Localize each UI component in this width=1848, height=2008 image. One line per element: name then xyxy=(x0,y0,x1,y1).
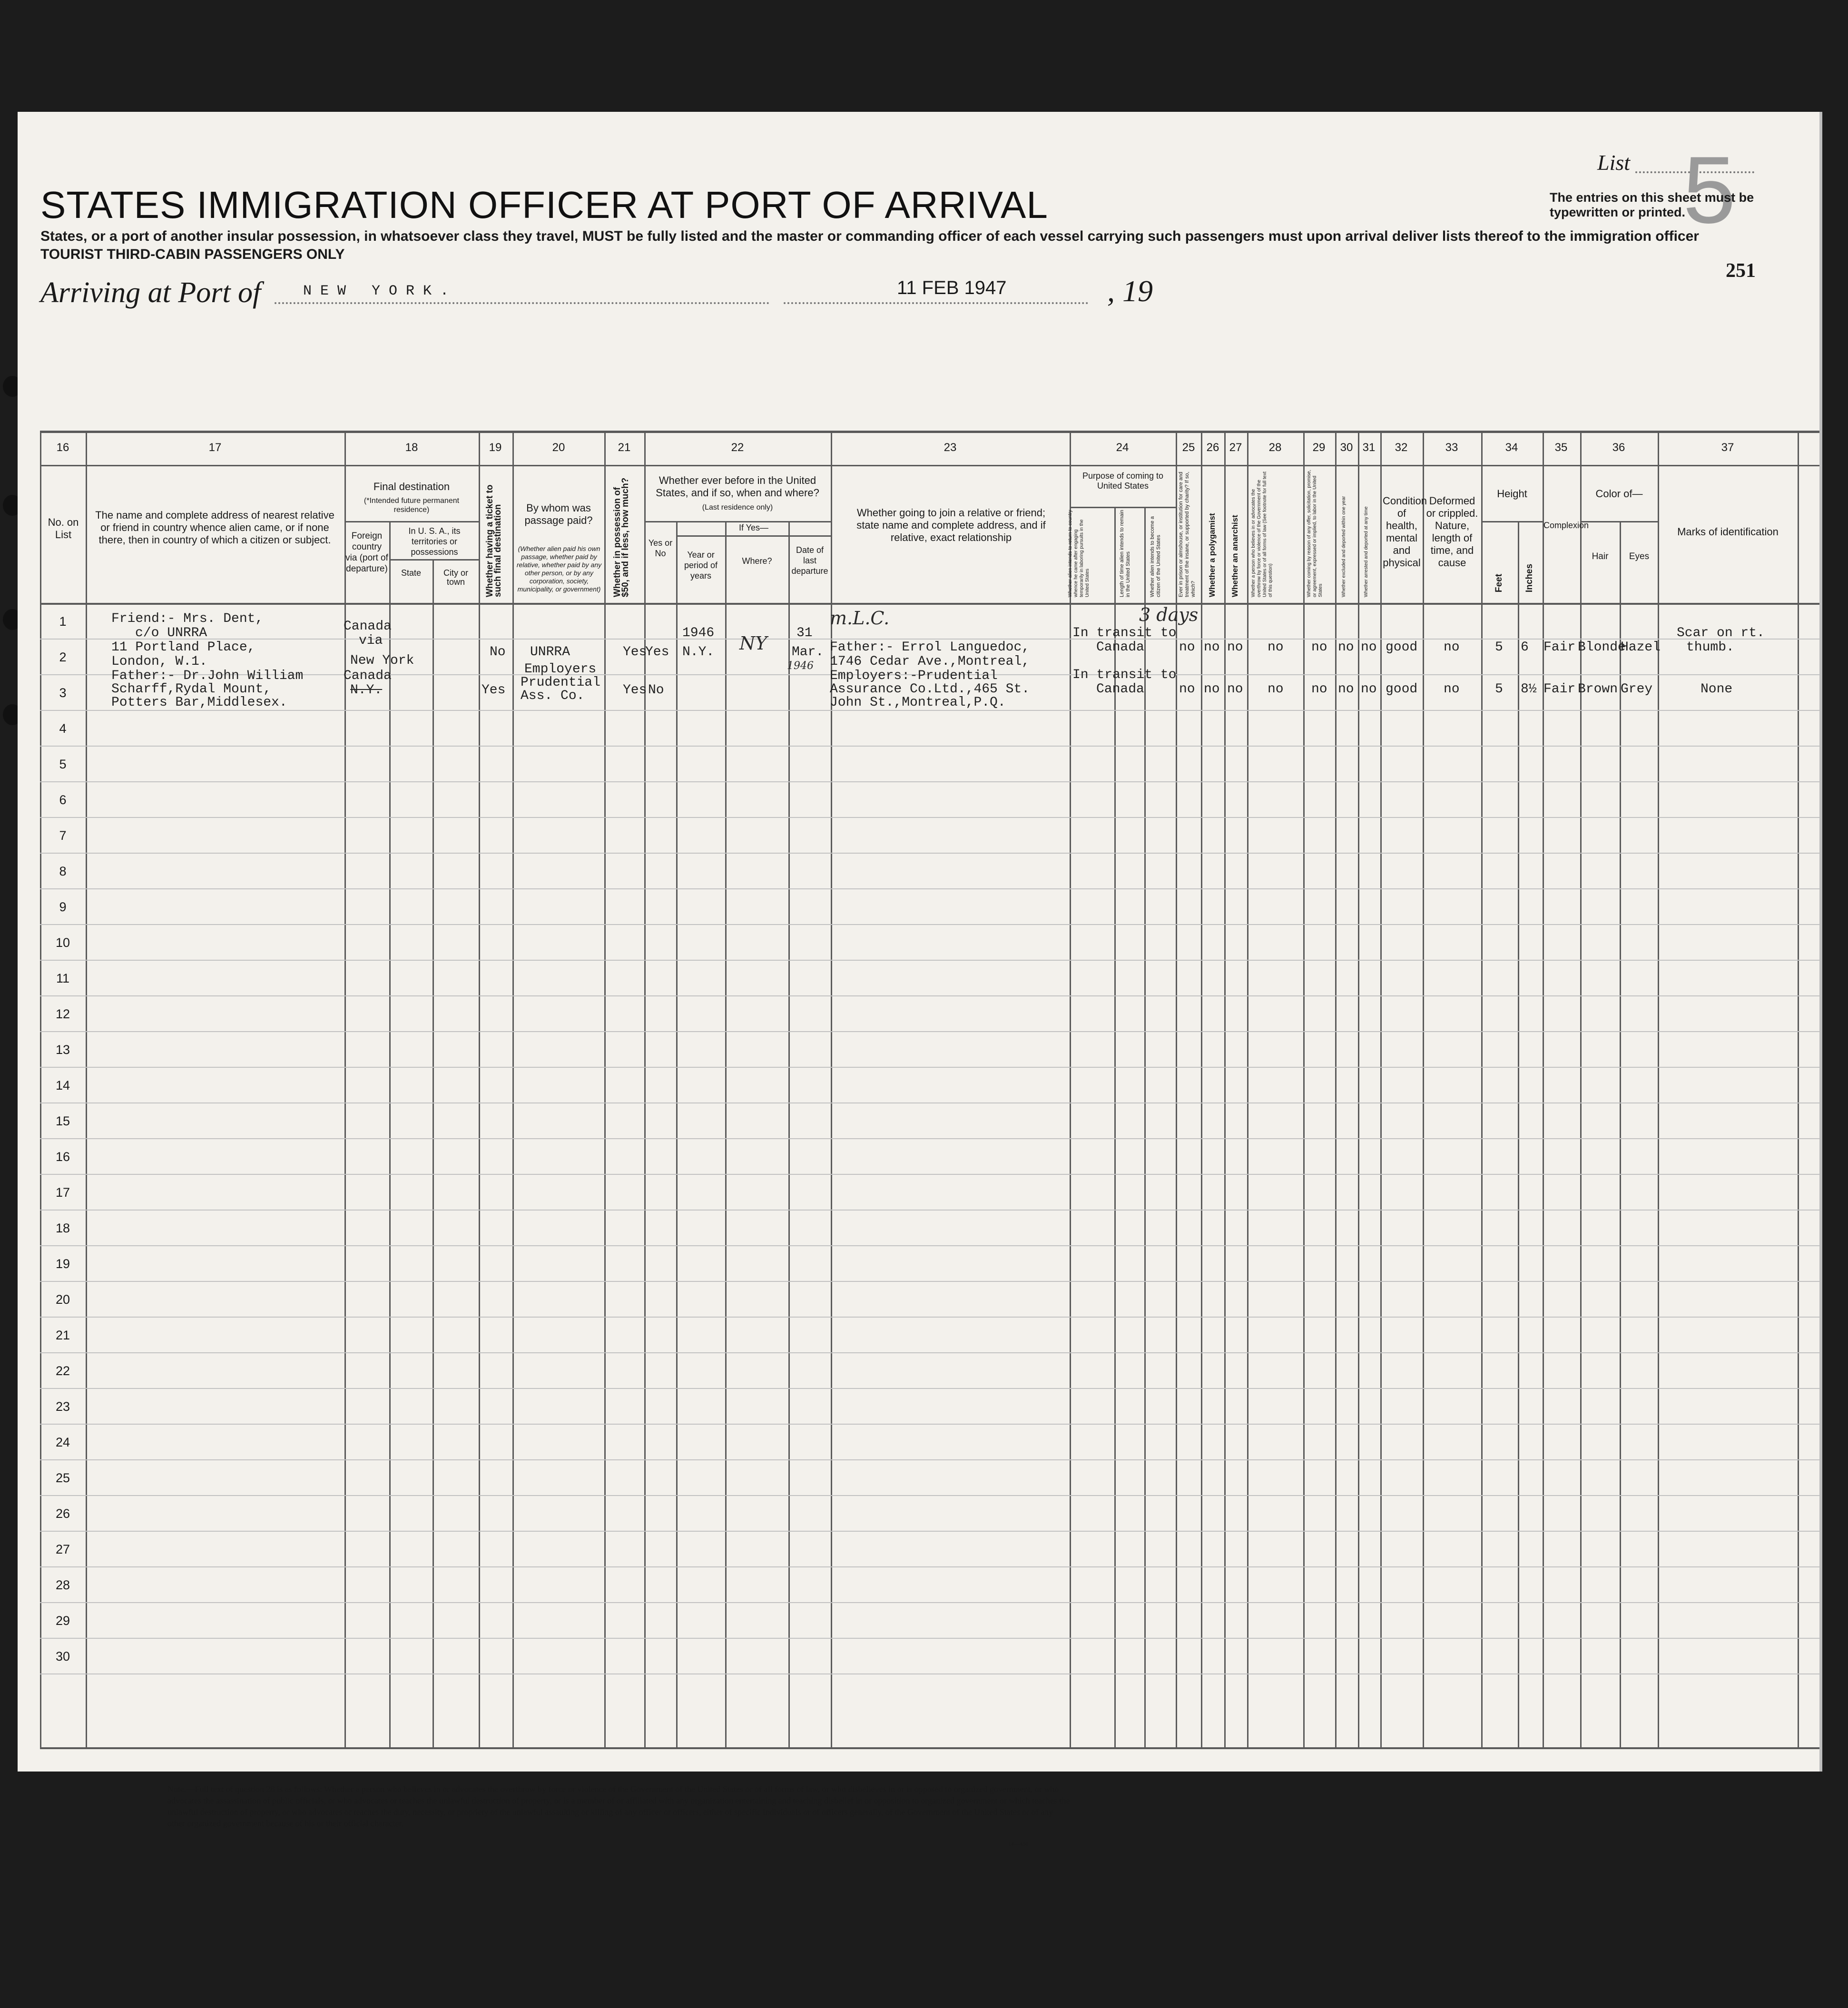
header-foreign-country: Foreign country via (port of departure) xyxy=(345,531,388,574)
col-divider xyxy=(725,521,727,1749)
header-feet: Feet xyxy=(1494,573,1504,592)
entry-1-inches: 6 xyxy=(1521,640,1529,655)
col-number: 24 xyxy=(1116,441,1129,454)
subheader-rule xyxy=(344,521,479,522)
row-rule xyxy=(40,1067,1819,1068)
header-no-on-list: No. on List xyxy=(48,516,79,541)
row-rule xyxy=(40,1602,1819,1603)
header-complexion: Complexion xyxy=(1543,521,1589,530)
entry-2-relative-line: Scharff,Rydal Mount, xyxy=(111,682,272,697)
row-rule xyxy=(40,924,1819,925)
row-number: 12 xyxy=(55,1007,70,1021)
entry-1-excluded: no xyxy=(1338,640,1354,655)
row-number: 15 xyxy=(55,1114,70,1128)
row-number: 26 xyxy=(55,1506,70,1521)
col-divider xyxy=(1247,431,1248,1749)
manifest-sheet xyxy=(18,112,1822,1847)
row-number: 18 xyxy=(55,1221,70,1235)
date-stamp: 11 FEB 1947 xyxy=(897,277,1007,298)
entry-1-before-in-us: Yes xyxy=(645,645,669,659)
row-number: 8 xyxy=(59,864,67,878)
header-labor-offer: Whether coming by reason of any offer, solicitation, promise, or agreement, expressed or implied, to labor in the United States xyxy=(1307,470,1323,597)
entry-2-paid-by: Prudential xyxy=(521,675,601,690)
subheader-rule xyxy=(1580,521,1658,522)
entry-2-labor: no xyxy=(1311,682,1327,697)
entry-1-labor: no xyxy=(1311,640,1327,655)
row-number: 17 xyxy=(55,1185,70,1200)
row-number: 6 xyxy=(59,793,67,807)
col-number: 36 xyxy=(1612,441,1625,454)
col-divider xyxy=(1380,431,1382,1749)
header-eyes: Eyes xyxy=(1629,551,1650,561)
row-number: 23 xyxy=(55,1399,70,1414)
row-number: 20 xyxy=(55,1292,70,1307)
col-number: 37 xyxy=(1721,441,1734,454)
col-number: 25 xyxy=(1182,441,1195,454)
entry-2-purpose: In transit to xyxy=(1072,668,1177,682)
entry-2-inches: 8½ xyxy=(1521,682,1537,697)
form-instructions: States, or a port of another insular possession, in whatsoever class they travel, MUST be fully listed and the master or commanding officer of each vessel carrying such passengers must upon arrival deliver lists thereof to the immigration officer xyxy=(40,228,1699,244)
row-number: 10 xyxy=(55,935,70,950)
header-where: Where? xyxy=(742,556,772,566)
entry-1-joining-line: 1746 Cedar Ave.,Montreal, xyxy=(830,654,1030,669)
header-excluded: Whether excluded and deported within one year xyxy=(1341,496,1347,597)
header-passage-paid: By whom was passage paid? xyxy=(524,502,593,526)
row-rule xyxy=(40,888,1819,889)
row-rule xyxy=(40,1317,1819,1318)
entry-2-ticket: Yes xyxy=(482,683,506,698)
entry-1-departure-year: 1946 xyxy=(787,660,814,672)
row-number: 5 xyxy=(59,757,67,771)
col-divider xyxy=(40,431,41,1749)
col-divider xyxy=(479,431,480,1749)
row-rule xyxy=(40,1352,1819,1353)
entry-2-before-in-us: No xyxy=(648,683,664,698)
header-deformed: Deformed or crippled. Nature, length of time, and cause xyxy=(1426,495,1478,569)
col-number: 32 xyxy=(1395,441,1408,454)
entry-2-joining-line: John St.,Montreal,P.Q. xyxy=(830,695,1006,710)
row-number: 25 xyxy=(55,1471,70,1485)
list-number-stamp: 5 xyxy=(1683,137,1736,243)
row-number: 1 xyxy=(59,614,67,629)
col-divider xyxy=(86,431,87,1749)
row-rule xyxy=(40,960,1819,961)
entry-1-marks: thumb. xyxy=(1686,640,1734,655)
header-arrested: Whether arrested and deported at any time xyxy=(1364,506,1369,597)
col-number: 31 xyxy=(1362,441,1376,454)
header-before-in-us: Whether ever before in the United States, and if so, when and where? xyxy=(656,474,819,499)
header-nearest-relative: The name and complete address of nearest relative or friend in country whence alien came, or if none there, then in country of which a citizen or subject. xyxy=(95,509,334,546)
year-label: , 19 xyxy=(1107,274,1153,308)
entry-2-complexion: Fair xyxy=(1543,682,1576,697)
row-rule xyxy=(40,1138,1819,1139)
col-divider xyxy=(676,521,678,1749)
header-money: Whether in possession of $50, and if less, how much? xyxy=(612,477,630,597)
row-rule xyxy=(40,1281,1819,1282)
entry-1-complexion: Fair xyxy=(1543,640,1576,655)
col-divider xyxy=(604,431,606,1749)
entry-2-relative-line: Father:- Dr.John William xyxy=(111,669,304,683)
col-divider xyxy=(389,521,391,1749)
header-final-destination: Final destination xyxy=(373,481,450,492)
header-before-in-us-note: (Last residence only) xyxy=(702,503,773,512)
subheader-rule xyxy=(389,559,479,561)
entry-1-year: 1946 xyxy=(682,626,715,640)
row-rule xyxy=(40,853,1819,854)
header-hair: Hair xyxy=(1592,551,1609,561)
row-rule xyxy=(40,1031,1819,1032)
row-rule xyxy=(40,746,1819,747)
col-divider xyxy=(433,559,434,1749)
subheader-rule xyxy=(644,521,831,522)
header-state: State xyxy=(401,568,422,578)
header-year: Year or period of years xyxy=(684,550,718,581)
col-number: 33 xyxy=(1445,441,1458,454)
entry-1-polygamist: no xyxy=(1204,640,1220,655)
entry-2-money: Yes xyxy=(623,683,647,698)
col-divider xyxy=(1620,521,1621,1749)
row-rule xyxy=(40,817,1819,818)
header-anarchist: Whether an anarchist xyxy=(1230,515,1239,597)
ledger-top-rule xyxy=(40,431,1819,433)
col-divider xyxy=(1358,431,1359,1749)
row-number: 28 xyxy=(55,1578,70,1592)
entry-2-hair: Brown xyxy=(1578,682,1618,697)
entry-2-deformed: no xyxy=(1444,682,1460,697)
col-number: 19 xyxy=(489,441,502,454)
entry-2-relative-line: Potters Bar,Middlesex. xyxy=(111,695,287,710)
col-divider xyxy=(1070,431,1071,1749)
row-rule xyxy=(40,1174,1819,1175)
entry-1-hair: Blonde xyxy=(1578,640,1626,655)
col-number: 35 xyxy=(1554,441,1568,454)
header-yes-no: Yes or No xyxy=(648,538,673,558)
row-number: 3 xyxy=(59,686,67,700)
entry-2-prison: no xyxy=(1179,682,1195,697)
entry-2-polygamist: no xyxy=(1204,682,1220,697)
header-color-of: Color of— xyxy=(1595,488,1643,500)
row-rule xyxy=(40,781,1819,782)
entry-1-arrested: no xyxy=(1361,640,1377,655)
passenger-class-note: TOURIST THIRD-CABIN PASSENGERS ONLY xyxy=(40,246,345,262)
header-usa-territories: In U. S. A., its territories or possessions xyxy=(408,526,461,557)
entry-1-where: N.Y. xyxy=(682,645,715,659)
header-purpose: Purpose of coming to United States xyxy=(1082,471,1164,491)
col-divider xyxy=(1481,431,1483,1749)
page-number: 251 xyxy=(1726,260,1756,282)
col-number: 29 xyxy=(1312,441,1326,454)
row-number: 22 xyxy=(55,1364,70,1378)
row-number: 14 xyxy=(55,1078,70,1093)
entry-2-purpose: Canada xyxy=(1096,682,1144,697)
col-divider xyxy=(644,431,646,1749)
header-overthrow: Whether a person who believes in or advocates the overthrow by force or violence of the Government of the United States or of all forms of law (See footnote for full text of this question) xyxy=(1251,471,1273,597)
row-rule xyxy=(40,1673,1819,1674)
entry-2-joining-line: Employers:-Prudential xyxy=(830,669,998,683)
header-final-destination-note: (*Intended future permanent residence) xyxy=(364,497,460,514)
col-number: 17 xyxy=(208,441,222,454)
col-number: 26 xyxy=(1206,441,1219,454)
entry-1-purpose: Canada xyxy=(1096,640,1144,655)
row-number: 13 xyxy=(55,1043,70,1057)
row-rule xyxy=(40,1102,1819,1103)
entry-1-overthrow: no xyxy=(1268,640,1284,655)
col-number: 30 xyxy=(1340,441,1353,454)
ledger-bottom-rule xyxy=(40,1747,1819,1749)
col-divider xyxy=(1335,431,1337,1749)
col-divider xyxy=(1201,431,1202,1749)
entry-1-eyes: Hazel xyxy=(1621,640,1661,655)
entry-1-joining-line: Father:- Errol Languedoc, xyxy=(830,640,1030,655)
entry-1-deformed: no xyxy=(1444,640,1460,655)
header-height: Height xyxy=(1497,488,1527,500)
col-number: 22 xyxy=(731,441,744,454)
entry-1-relative-line: 11 Portland Place, xyxy=(111,640,256,655)
footnote-question-28: Note.—Full text of question 28 is as follows: Whether a person who believes in or advocates the overthrow by force or violence of the Government of the United States or of all forms of law, or who disbelieves in or is opposed to organized government, or who advocates the assassination of public officials, or who advocates or teaches the unlawful destruction of property, or is a member of or affiliated with any organization entertaining and teaching disbelief in or opposition to organized government or which teaches the unlawful destruction of property, or who advocates or teaches the duty, necessity, or propriety of the unlawful assaulting or killing of any officer or officers, either of specific individuals or of officers generally, of the Government of the United States or of any other organized government because of his or their official character. xyxy=(167,1784,1070,1828)
col-divider xyxy=(1518,521,1519,1749)
header-marks: Marks of identification xyxy=(1677,526,1779,538)
handwritten-annotation: m.L.C. xyxy=(830,608,890,629)
form-code: 14—430 xyxy=(1008,1841,1028,1847)
header-prison: Ever in prison or almshouse, or institution for care and treatment of the insane, or supported by charity? If so, which? xyxy=(1178,472,1196,597)
date-dotted-line xyxy=(784,302,1088,304)
col-divider xyxy=(1543,431,1544,1749)
row-number: 27 xyxy=(55,1542,70,1556)
entry-1-relative-line: Friend:- Mrs. Dent, xyxy=(111,611,264,626)
entry-1-departure-month: Mar. xyxy=(792,645,824,659)
col-divider xyxy=(1580,431,1582,1749)
row-rule xyxy=(40,1424,1819,1425)
row-number: 9 xyxy=(59,900,67,914)
row-number: 16 xyxy=(55,1150,70,1164)
manifest-ledger xyxy=(40,431,1819,1749)
row-rule xyxy=(40,1245,1819,1246)
entry-2-feet: 5 xyxy=(1495,682,1503,697)
entry-2-health: good xyxy=(1386,682,1418,697)
entry-2-paid-by: Ass. Co. xyxy=(521,689,585,703)
entry-1-relative-line: c/o UNRRA xyxy=(135,626,207,640)
row-number: 7 xyxy=(59,828,67,843)
header-bottom-rule xyxy=(40,603,1819,605)
entry-2-anarchist: no xyxy=(1227,682,1243,697)
entry-1-prison: no xyxy=(1179,640,1195,655)
subheader-rule xyxy=(1481,521,1543,522)
entry-2-foreign-country: Canada xyxy=(344,669,392,683)
entry-2-marks: None xyxy=(1701,682,1733,697)
col-number: 18 xyxy=(405,441,418,454)
entry-2-excluded: no xyxy=(1338,682,1354,697)
subheader-rule xyxy=(676,535,831,537)
col-divider xyxy=(1423,431,1424,1749)
col-divider xyxy=(512,431,514,1749)
col-number: 27 xyxy=(1229,441,1242,454)
header-ticket: Whether having a ticket to such final destination xyxy=(485,484,503,597)
entry-1-paid-by: UNRRA xyxy=(530,645,570,659)
header-purpose-length: Length of time alien intends to remain in the United States xyxy=(1119,510,1131,597)
col-divider xyxy=(1658,431,1659,1749)
header-passage-paid-note: (Whether alien paid his own passage, whether paid by relative, whether paid by any other person, or by any corporation, society, municipality, or government) xyxy=(516,545,602,593)
entry-2-paid-by: Employers xyxy=(524,662,597,677)
entry-1-anarchist: no xyxy=(1227,640,1243,655)
col-divider xyxy=(1144,507,1146,1749)
header-inches: Inches xyxy=(1524,563,1534,592)
col-number: 21 xyxy=(618,441,631,454)
header-purpose-citizen: Whether alien intends to become a citizen of the United States xyxy=(1150,516,1161,597)
handwritten-stay-length: 3 days xyxy=(1139,604,1199,625)
header-health: Condition of health, mental and physical xyxy=(1383,495,1427,569)
entry-1-foreign-via: via xyxy=(359,633,383,648)
row-rule xyxy=(40,710,1819,711)
colnum-rule xyxy=(40,465,1819,466)
subheader-rule xyxy=(1070,507,1176,508)
row-rule xyxy=(40,639,1819,640)
col-divider xyxy=(1224,431,1226,1749)
col-number: 23 xyxy=(944,441,957,454)
row-rule xyxy=(40,1210,1819,1211)
port-value: NEW YORK. xyxy=(303,283,458,299)
header-polygamist: Whether a polygamist xyxy=(1208,513,1217,597)
typewritten-note: The entries on this sheet must be typewritten or printed. xyxy=(1550,190,1754,219)
entry-2-joining-line: Assurance Co.Ltd.,465 St. xyxy=(830,682,1030,697)
col-number: 20 xyxy=(552,441,565,454)
form-title: STATES IMMIGRATION OFFICER AT PORT OF ARRIVAL xyxy=(40,184,1048,226)
header-last-departure: Date of last departure xyxy=(791,545,828,576)
entry-2-arrested: no xyxy=(1361,682,1377,697)
row-number: 2 xyxy=(59,650,67,664)
entry-1-money: Yes xyxy=(623,645,647,659)
row-rule xyxy=(40,1388,1819,1389)
row-rule xyxy=(40,1531,1819,1532)
entry-1-purpose: In transit to xyxy=(1072,626,1177,640)
row-rule xyxy=(40,1566,1819,1567)
entry-2-eyes: Grey xyxy=(1621,682,1653,697)
col-number: 34 xyxy=(1505,441,1518,454)
handwritten-where: NY xyxy=(739,633,767,654)
entry-1-relative-line: London, W.1. xyxy=(111,654,207,669)
entry-1-ticket: No xyxy=(490,645,506,659)
header-if-yes: If Yes— xyxy=(738,523,769,532)
port-dotted-line xyxy=(275,302,769,304)
row-number: 11 xyxy=(56,971,70,985)
col-number: 16 xyxy=(56,441,69,454)
entry-1-departure-day: 31 xyxy=(796,626,813,640)
row-rule xyxy=(40,1638,1819,1639)
col-divider xyxy=(788,521,790,1749)
header-joining-relative: Whether going to join a relative or friend; state name and complete address, and if relative, exact relationship xyxy=(856,507,1046,543)
row-number: 29 xyxy=(55,1614,70,1628)
entry-2-foreign-port: N.Y. xyxy=(350,683,383,698)
row-rule xyxy=(40,995,1819,996)
list-label: List xyxy=(1597,150,1631,175)
header-purpose-return: Whether alien intends to return to country whence he came after engaging temporarily in laboring pursuits in the United States xyxy=(1068,510,1090,597)
entry-1-feet: 5 xyxy=(1495,640,1503,655)
port-label: Arriving at Port of xyxy=(40,276,261,309)
row-rule xyxy=(40,1459,1819,1460)
row-number: 30 xyxy=(55,1649,70,1663)
row-number: 4 xyxy=(59,721,67,736)
col-divider xyxy=(1798,431,1799,1749)
entry-1-marks: Scar on rt. xyxy=(1677,626,1765,640)
entry-1-foreign-port: New York xyxy=(350,653,414,668)
entry-1-health: good xyxy=(1386,640,1418,655)
entry-1-foreign-country: Canada xyxy=(344,619,392,634)
row-rule xyxy=(40,1495,1819,1496)
row-number: 21 xyxy=(55,1328,70,1342)
row-number: 24 xyxy=(55,1435,70,1449)
row-number: 19 xyxy=(55,1257,70,1271)
col-number: 28 xyxy=(1268,441,1282,454)
col-divider xyxy=(1303,431,1305,1749)
entry-2-overthrow: no xyxy=(1268,682,1284,697)
header-city: City or town xyxy=(443,568,468,587)
